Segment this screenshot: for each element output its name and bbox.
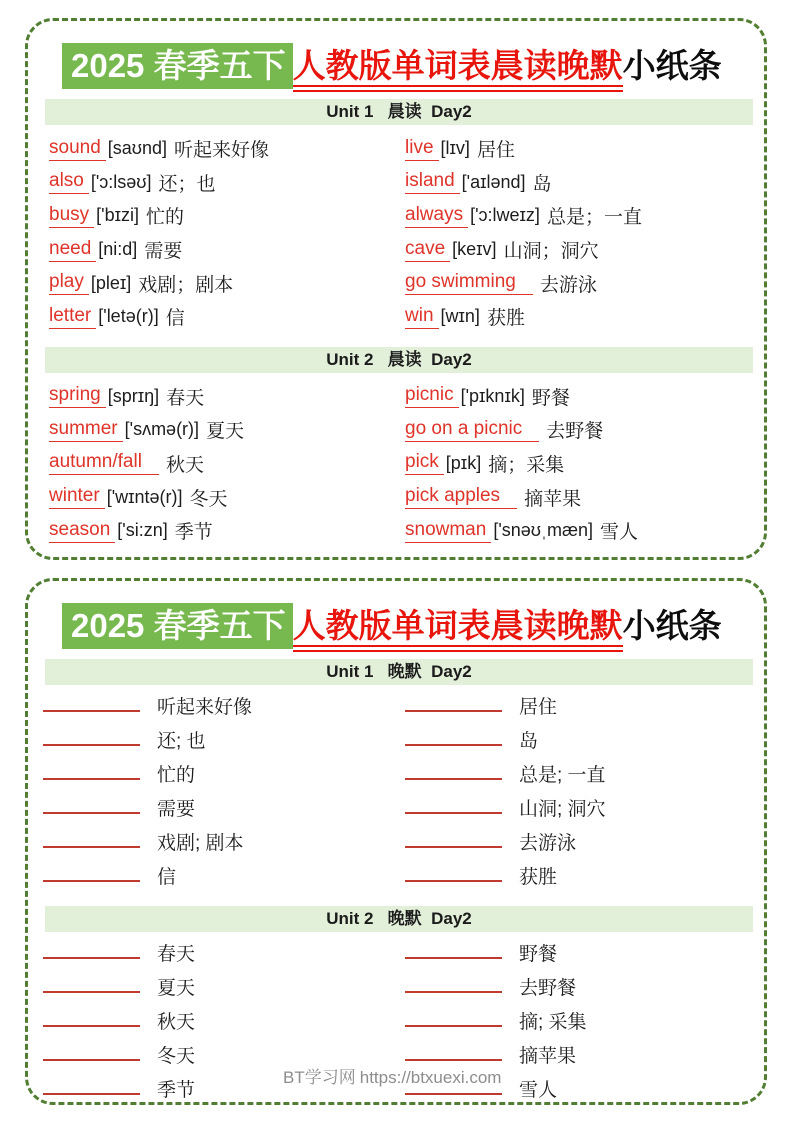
meaning: 摘；采集 [488, 454, 565, 476]
phonetic: [lɪv] [440, 138, 470, 159]
meaning: 摘; 采集 [519, 1012, 587, 1034]
answer-blank-line [43, 1025, 140, 1027]
meaning: 戏剧; 剧本 [157, 833, 244, 855]
vocab-row [405, 480, 764, 514]
vocab-row [49, 514, 405, 548]
meaning: 忙的 [146, 207, 185, 229]
phonetic: [ni:d] [98, 239, 138, 260]
vocab-row [405, 166, 764, 200]
recite-row [43, 689, 405, 723]
answer-blank-line [43, 846, 140, 848]
answer-blank-line [43, 1059, 140, 1061]
vocab-row [405, 380, 764, 414]
phonetic: ['ɔ:lsəʊ] [90, 171, 152, 192]
english-word: live [405, 137, 439, 161]
vocab-row [405, 266, 764, 300]
english-word: picnic [405, 384, 459, 408]
english-word: spring [49, 384, 106, 408]
vocab-row [405, 199, 764, 233]
recite-row [43, 859, 405, 893]
answer-blank-line [43, 880, 140, 882]
phonetic: [saʊnd] [107, 138, 168, 159]
recite-row [43, 970, 405, 1004]
panel-morning-read [25, 18, 767, 560]
section-header: Unit 2 晨读 Day2 [45, 347, 753, 373]
meaning: 摘苹果 [524, 488, 582, 510]
english-word: win [405, 305, 439, 329]
english-word: island [405, 170, 460, 194]
left-column [28, 380, 405, 548]
answer-blank-line [405, 710, 502, 712]
phonetic: [wɪn] [440, 306, 480, 327]
phonetic: ['pɪknɪk] [460, 385, 525, 406]
english-word: snowman [405, 519, 491, 543]
vocab-row [49, 233, 405, 267]
phonetic: ['si:zn] [117, 520, 168, 541]
english-word: sound [49, 137, 106, 161]
meaning: 还；也 [158, 173, 216, 195]
answer-blank-line [43, 957, 140, 959]
meaning: 季节 [157, 1080, 196, 1102]
english-word: cave [405, 238, 450, 262]
english-word: go swimming [405, 271, 533, 295]
title-main-red: 人教版单词表晨读晚默 [293, 47, 623, 92]
section-rows [28, 380, 764, 548]
title-highlight: 2025 春季五下 [62, 603, 293, 649]
vocab-row [49, 166, 405, 200]
section-rows [28, 689, 764, 893]
meaning: 雪人 [600, 522, 639, 544]
meaning: 岛 [532, 173, 552, 195]
answer-blank-line [405, 1025, 502, 1027]
recite-row [405, 757, 764, 791]
meaning: 夏天 [157, 978, 196, 1000]
vocab-row [49, 132, 405, 166]
vocab-row [49, 447, 405, 481]
recite-row [405, 1004, 764, 1038]
answer-blank-line [405, 991, 502, 993]
meaning: 山洞; 洞穴 [519, 799, 606, 821]
recite-row [405, 791, 764, 825]
section-header: Unit 2 晚默 Day2 [45, 906, 753, 932]
right-column [405, 132, 764, 334]
meaning: 居住 [519, 697, 558, 719]
answer-blank-line [405, 880, 502, 882]
english-word: also [49, 170, 89, 194]
meaning: 秋天 [157, 1012, 196, 1034]
meaning: 总是; 一直 [519, 765, 606, 787]
footer-site-name: BT学习网 [283, 1068, 356, 1087]
vocab-row [405, 233, 764, 267]
meaning: 摘苹果 [519, 1046, 577, 1068]
english-word: play [49, 271, 89, 295]
english-word: winter [49, 485, 105, 509]
english-word: season [49, 519, 115, 543]
meaning: 野餐 [531, 387, 570, 409]
vocab-row [405, 413, 764, 447]
phonetic: [keɪv] [452, 239, 497, 260]
meaning: 岛 [519, 731, 539, 753]
section-header: Unit 1 晨读 Day2 [45, 99, 753, 125]
meaning: 信 [165, 308, 185, 330]
meaning: 山洞；洞穴 [503, 241, 599, 263]
panel-evening-recite [25, 578, 767, 1105]
meaning: 冬天 [157, 1046, 196, 1068]
english-word: go on a picnic [405, 418, 539, 442]
meaning: 忙的 [157, 765, 196, 787]
phonetic: ['aɪlənd] [461, 171, 526, 192]
section-header: Unit 1 晚默 Day2 [45, 659, 753, 685]
answer-blank-line [43, 812, 140, 814]
answer-blank-line [405, 778, 502, 780]
english-word: need [49, 238, 96, 262]
section-rows [28, 132, 764, 334]
meaning: 夏天 [206, 421, 245, 443]
vocab-row [49, 266, 405, 300]
answer-blank-line [405, 1093, 502, 1095]
right-column [405, 689, 764, 893]
vocab-row [49, 199, 405, 233]
meaning: 还; 也 [157, 731, 206, 753]
answer-blank-line [43, 1093, 140, 1095]
meaning: 秋天 [165, 454, 204, 476]
title-suffix: 小纸条 [622, 47, 722, 84]
english-word: busy [49, 204, 94, 228]
meaning: 总是；一直 [546, 207, 642, 229]
phonetic: ['sʌmə(r)] [124, 419, 200, 440]
footer-watermark [283, 1063, 505, 1088]
meaning: 去野餐 [519, 978, 577, 1000]
phonetic: ['snəʊˌmæn] [493, 520, 594, 541]
vocab-row [405, 447, 764, 481]
meaning: 野餐 [519, 944, 558, 966]
meaning: 需要 [157, 799, 196, 821]
meaning: 居住 [476, 140, 515, 162]
recite-row [43, 723, 405, 757]
english-word: letter [49, 305, 96, 329]
answer-blank-line [43, 778, 140, 780]
meaning: 春天 [157, 944, 196, 966]
vocab-row [405, 132, 764, 166]
meaning: 信 [157, 867, 177, 889]
meaning: 听起来好像 [174, 140, 270, 162]
left-column [28, 689, 405, 893]
answer-blank-line [405, 744, 502, 746]
recite-row [405, 825, 764, 859]
answer-blank-line [405, 812, 502, 814]
phonetic: [pleɪ] [90, 272, 132, 293]
vocab-row [405, 514, 764, 548]
recite-row [43, 1004, 405, 1038]
meaning: 需要 [144, 241, 183, 263]
page-title [62, 607, 764, 646]
title-highlight: 2025 春季五下 [62, 43, 293, 89]
recite-row [405, 970, 764, 1004]
meaning: 去游泳 [539, 274, 597, 296]
phonetic: [pɪk] [445, 452, 482, 473]
footer-url: https://btxuexi.com [359, 1068, 502, 1087]
meaning: 获胜 [486, 308, 525, 330]
meaning: 去野餐 [546, 421, 604, 443]
recite-row [43, 825, 405, 859]
phonetic: ['ɔ:lweɪz] [470, 205, 540, 226]
title-main-red: 人教版单词表晨读晚默 [293, 607, 623, 652]
recite-row [43, 791, 405, 825]
answer-blank-line [405, 846, 502, 848]
answer-blank-line [43, 710, 140, 712]
phonetic: ['bɪzi] [96, 205, 139, 226]
answer-blank-line [405, 1059, 502, 1061]
recite-row [405, 936, 764, 970]
meaning: 去游泳 [519, 833, 577, 855]
meaning: 冬天 [189, 488, 228, 510]
answer-blank-line [43, 744, 140, 746]
right-column [405, 380, 764, 548]
vocab-row [405, 300, 764, 334]
phonetic: ['wɪntə(r)] [106, 486, 183, 507]
title-suffix: 小纸条 [622, 607, 722, 644]
vocab-row [49, 413, 405, 447]
english-word: pick apples [405, 485, 517, 509]
vocab-row [49, 380, 405, 414]
vocab-row [49, 300, 405, 334]
recite-row [43, 936, 405, 970]
meaning: 雪人 [519, 1080, 558, 1102]
recite-row [405, 859, 764, 893]
recite-row [405, 723, 764, 757]
phonetic: ['letə(r)] [98, 306, 159, 327]
recite-row [43, 757, 405, 791]
meaning: 戏剧；剧本 [138, 274, 234, 296]
vocab-row [49, 480, 405, 514]
recite-row [405, 689, 764, 723]
english-word: autumn/fall [49, 451, 159, 475]
answer-blank-line [43, 991, 140, 993]
english-word: pick [405, 451, 444, 475]
english-word: always [405, 204, 468, 228]
left-column [28, 132, 405, 334]
english-word: summer [49, 418, 123, 442]
meaning: 春天 [166, 387, 205, 409]
meaning: 获胜 [519, 867, 558, 889]
meaning: 季节 [174, 522, 213, 544]
phonetic: [sprɪŋ] [107, 385, 160, 406]
meaning: 听起来好像 [157, 697, 253, 719]
answer-blank-line [405, 957, 502, 959]
page-title [62, 47, 764, 86]
